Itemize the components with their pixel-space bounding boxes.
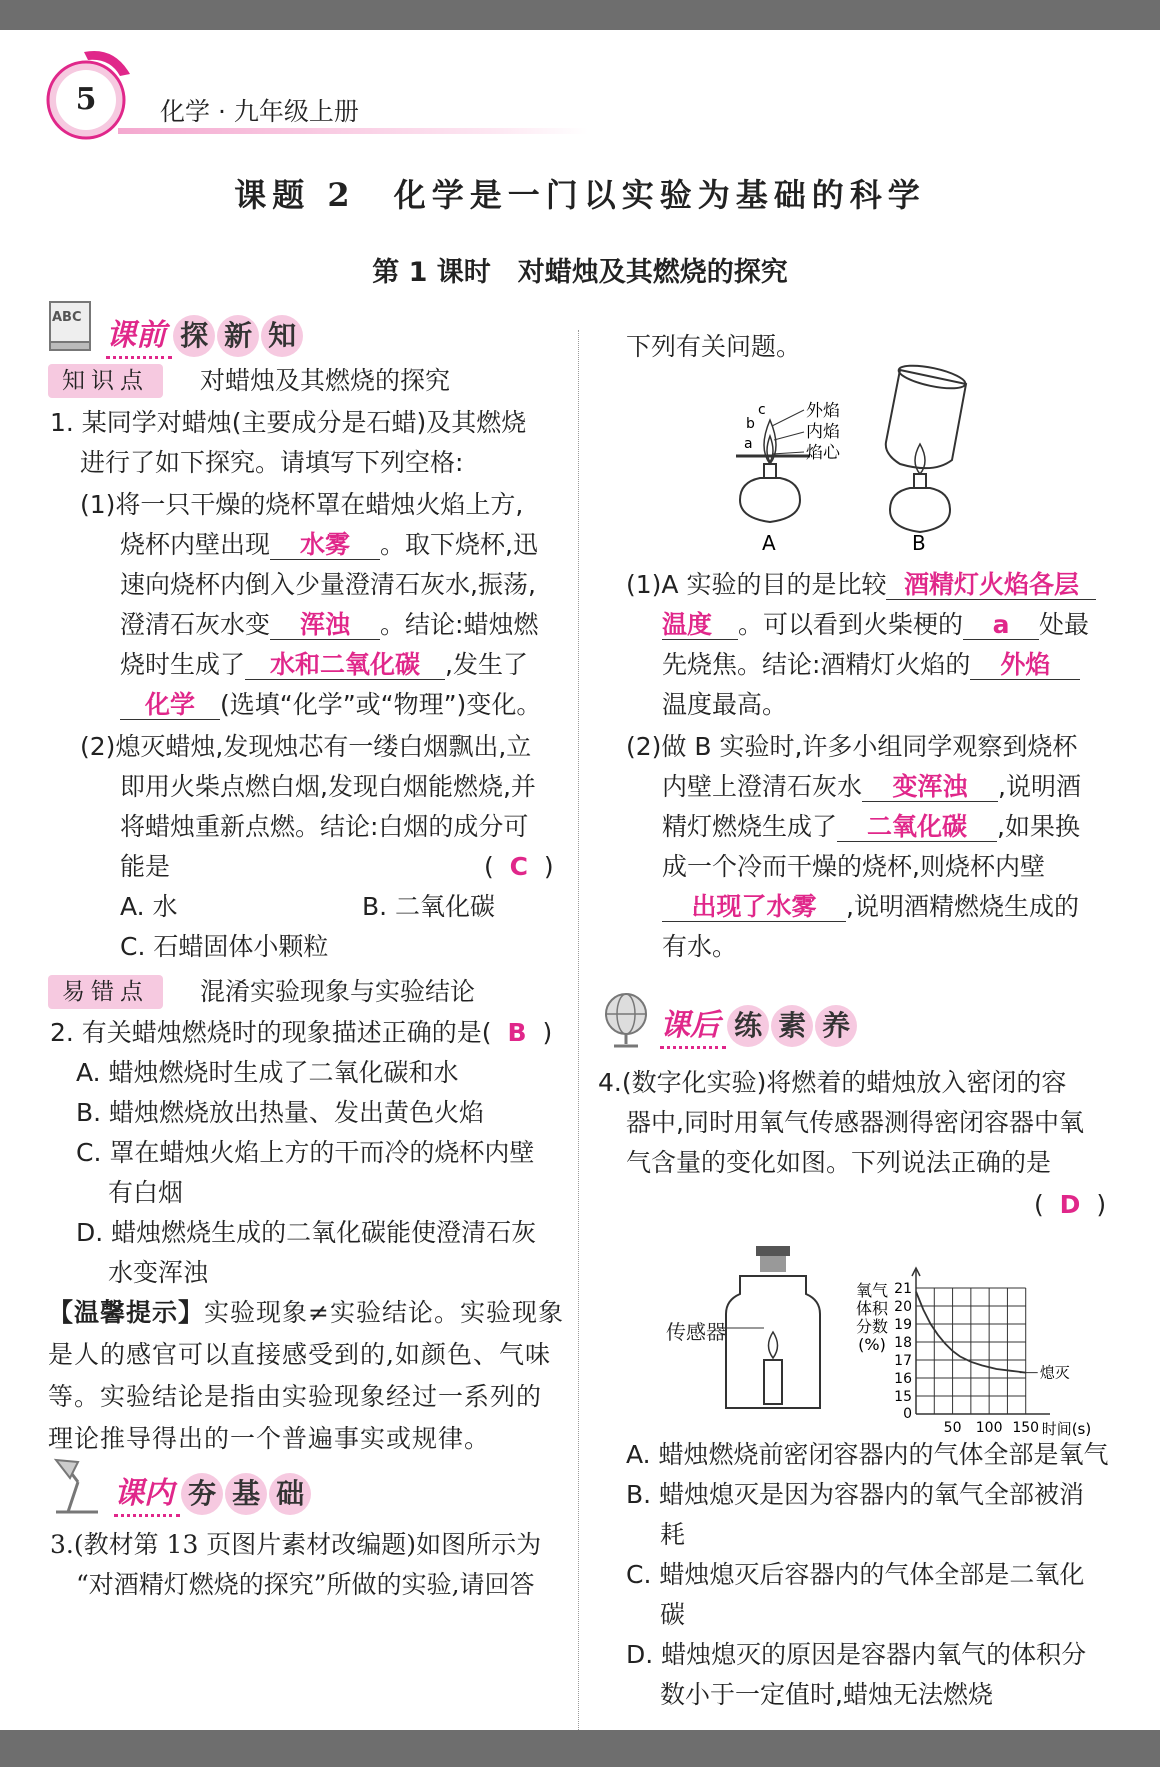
origin-label: 0 [903, 1406, 912, 1422]
q3-p1-line-2: 温度 。可以看到火柴梗的 a 处最 [662, 610, 1090, 639]
q2-option-d-1: D. 蜡烛燃烧生成的二氧化碳能使澄清石灰 [76, 1218, 537, 1247]
q4-option-c-2: 碳 [660, 1600, 686, 1629]
q1-p1-line-2: 烧杯内壁出现 水雾 。取下烧杯,迅 [120, 530, 538, 559]
q3-p2-line-5: 出现了水雾 ,说明酒精燃烧生成的 [662, 892, 1079, 922]
y-tick-19: 19 [894, 1317, 912, 1333]
q3-p1-line-4: 温度最高。 [662, 690, 788, 719]
q3-line-2: “对酒精灯燃烧的探究”所做的实验,请回答 [76, 1570, 535, 1599]
q2-option-c-1: C. 罩在蜡烛火焰上方的干而冷的烧杯内壁 [76, 1138, 535, 1167]
oxygen-chart [844, 1266, 1092, 1438]
x-axis-label: 时间(s) [1041, 1420, 1092, 1438]
fig-inner-flame: 内焰 [806, 422, 840, 442]
annotation-extinguish: 熄灭 [1039, 1363, 1070, 1382]
section-in-char-3: 础 [269, 1473, 311, 1515]
fig-label-a: A [762, 531, 776, 555]
q2-option-b: B. 蜡烛燃烧放出热量、发出黄色火焰 [76, 1098, 485, 1127]
page-number: 5 [75, 82, 97, 117]
q2-answer[interactable]: B [507, 1018, 527, 1047]
q1-option-a: A. 水 [120, 892, 178, 921]
section-pre-label [106, 310, 303, 357]
page [0, 30, 1160, 1730]
fig-mark-a: a [744, 436, 753, 452]
section-in-char-1: 夯 [181, 1473, 223, 1515]
q4-line-3: 气含量的变化如图。下列说法正确的是 [626, 1148, 1052, 1177]
q4-answer-choice[interactable]: ( D ) [1034, 1190, 1107, 1219]
q1-line-1: 1. 某同学对蜡烛(主要成分是石蜡)及其燃烧 [50, 408, 527, 437]
q1-option-c: C. 石蜡固体小颗粒 [120, 932, 329, 961]
section-after-dots [660, 1046, 726, 1049]
tip-line-3: 等。实验结论是指由实验现象经过一系列的 [48, 1382, 543, 1411]
book-icon [48, 298, 94, 354]
q1-p2-line-1: (2)熄灭蜡烛,发现烛芯有一缕白烟飘出,立 [80, 732, 532, 761]
fig-outer-flame: 外焰 [806, 401, 840, 421]
q1-p2-line-2: 即用火柴点燃白烟,发现白烟能燃烧,并 [120, 772, 536, 801]
fig-flame-core: 焰心 [806, 443, 840, 463]
q2-stem: 2. 有关蜡烛燃烧时的现象描述正确的是( B ) [50, 1018, 553, 1047]
q4-option-d-1: D. 蜡烛熄灭的原因是容器内氧气的体积分 [626, 1640, 1087, 1669]
section-in-label [114, 1468, 311, 1515]
q3-p2-line-1: (2)做 B 实验时,许多小组同学观察到烧杯 [626, 732, 1078, 761]
tip-line-2: 是人的感官可以直接感受到的,如颜色、气味 [48, 1340, 551, 1369]
section-after-italic: 课后 [660, 1008, 720, 1043]
fig-mark-b: b [746, 416, 755, 432]
y-tick-20: 20 [894, 1299, 912, 1315]
q3-answer-3[interactable]: 外焰 [970, 651, 1080, 680]
header-rule [118, 128, 588, 134]
q1-option-b: B. 二氧化碳 [362, 892, 496, 921]
sensor-label: 传感器 [666, 1320, 726, 1344]
section-after-char-2: 素 [771, 1005, 813, 1047]
section-in-dots [114, 1514, 180, 1517]
y-label-line-3: (%) [858, 1335, 886, 1354]
section-pre-dots [106, 356, 172, 359]
fig-label-b: B [912, 531, 926, 555]
q1-p1-line-5: 烧时生成了 水和二氧化碳 ,发生了 [120, 650, 528, 679]
y-tick-18: 18 [894, 1335, 912, 1351]
section-pre-char-2: 新 [217, 315, 259, 357]
section-after-char-3: 养 [815, 1005, 857, 1047]
q3-answer-5[interactable]: 二氧化碳 [837, 813, 997, 842]
y-tick-17: 17 [894, 1353, 912, 1369]
x-tick-50: 50 [943, 1420, 962, 1436]
q3-answer-1b[interactable]: 温度 [662, 611, 738, 640]
q4-option-a: A. 蜡烛燃烧前密闭容器内的气体全部是氧气 [626, 1440, 1109, 1469]
y-label-line-0: 氧气 [855, 1281, 889, 1300]
q1-p1-line-6: 化学 (选填“化学”或“物理”)变化。 [120, 690, 541, 720]
q2-option-c-2: 有白烟 [108, 1178, 184, 1207]
globe-icon [600, 988, 654, 1050]
q3-answer-6[interactable]: 出现了水雾 [662, 893, 846, 922]
q1-p2-line-3: 将蜡烛重新点燃。结论:白烟的成分可 [120, 812, 529, 841]
x-tick-150: 150 [1012, 1420, 1040, 1436]
tip-line-4: 理论推导得出的一个普遍事实或规律。 [48, 1424, 491, 1453]
q3-p2-line-4: 成一个冷而干燥的烧杯,则烧杯内壁 [662, 852, 1045, 881]
column-divider [578, 330, 579, 1730]
q1-answer-3[interactable]: 水和二氧化碳 [245, 651, 445, 680]
section-pre-italic: 课前 [106, 318, 166, 353]
q1-answer-1[interactable]: 水雾 [270, 531, 380, 560]
q1-line-2: 进行了如下探究。请填写下列空格: [80, 448, 464, 477]
q3-p2-line-6: 有水。 [662, 932, 738, 961]
q4-option-b-2: 耗 [660, 1520, 686, 1549]
q3-p1-line-3: 先烧焦。结论:酒精灯火焰的 外焰 [662, 650, 1080, 680]
q1-p1-line-1: (1)将一只干燥的烧杯罩在蜡烛火焰上方, [80, 490, 524, 519]
tip-line-1: 【温馨提示】实验现象≠实验结论。实验现象 [48, 1298, 564, 1327]
y-tick-15: 15 [894, 1389, 912, 1405]
q3-p2-line-3: 精灯燃烧生成了 二氧化碳 ,如果换 [662, 812, 1080, 841]
error-point-text: 混淆实验现象与实验结论 [200, 977, 476, 1006]
section-after-label [660, 1000, 857, 1047]
q1-p1-line-3: 速向烧杯内倒入少量澄清石灰水,振荡, [120, 570, 536, 599]
y-label-line-2: 分数 [855, 1317, 889, 1336]
q2-option-d-2: 水变浑浊 [108, 1258, 209, 1287]
section-in-italic: 课内 [114, 1476, 174, 1511]
q1-p1-line-4: 澄清石灰水变 浑浊 。结论:蜡烛燃 [120, 610, 539, 639]
q3-line-3: 下列有关问题。 [626, 332, 802, 361]
fig-mark-c: c [758, 402, 766, 418]
q3-line-1: 3.(教材第 13 页图片素材改编题)如图所示为 [50, 1530, 542, 1559]
x-tick-100: 100 [975, 1420, 1003, 1436]
q2-option-a: A. 蜡烛燃烧时生成了二氧化碳和水 [76, 1058, 459, 1087]
q4-option-d-2: 数小于一定值时,蜡烛无法燃烧 [660, 1680, 993, 1709]
q4-line-1: 4.(数字化实验)将燃着的蜡烛放入密闭的容 [598, 1068, 1067, 1097]
q1-answer-2[interactable]: 浑浊 [270, 611, 380, 640]
y-tick-21: 21 [894, 1281, 912, 1297]
q3-p1-line-1: (1)A 实验的目的是比较 酒精灯火焰各层 [626, 570, 1096, 600]
page-title: 课题 2 化学是一门以实验为基础的科学 [234, 176, 926, 214]
q4-option-c-1: C. 蜡烛熄灭后容器内的气体全部是二氧化 [626, 1560, 1085, 1589]
lamp-icon [48, 1456, 108, 1518]
knowledge-point-text: 对蜡烛及其燃烧的探究 [200, 366, 451, 395]
section-after-char-1: 练 [727, 1005, 769, 1047]
q3-answer-1a[interactable]: 酒精灯火焰各层 [886, 571, 1096, 600]
y-label-line-1: 体积 [855, 1299, 889, 1318]
q3-answer-2[interactable]: a [963, 611, 1039, 640]
q4-option-b-1: B. 蜡烛熄灭是因为容器内的氧气全部被消 [626, 1480, 1085, 1509]
alcohol-lamp-figure [720, 370, 1020, 590]
abc-label: ABC [52, 310, 82, 325]
section-pre-char-3: 知 [261, 315, 303, 357]
error-point-tag: 易错点 [48, 975, 163, 1009]
q4-line-2: 器中,同时用氧气传感器测得密闭容器中氧 [626, 1108, 1084, 1137]
knowledge-point-tag: 知识点 [48, 364, 163, 398]
q1-answer-4[interactable]: 化学 [120, 691, 220, 720]
lamp-b [886, 361, 967, 532]
q1-answer-choice[interactable]: ( C ) [484, 852, 554, 881]
tip-label: 【温馨提示】 [48, 1298, 205, 1327]
header [0, 30, 1160, 160]
section-in-char-2: 基 [225, 1473, 267, 1515]
section-pre-char-1: 探 [173, 315, 215, 357]
q3-p2-line-2: 内壁上澄清石灰水 变浑浊 ,说明酒 [662, 772, 1081, 801]
y-tick-16: 16 [894, 1371, 912, 1387]
header-subject: 化学 · 九年级上册 [160, 97, 359, 126]
q1-p2-line-4: 能是 [120, 852, 171, 881]
lesson-subtitle: 第 1 课时 对蜡烛及其燃烧的探究 [372, 257, 788, 288]
q3-answer-4[interactable]: 变浑浊 [862, 773, 998, 802]
